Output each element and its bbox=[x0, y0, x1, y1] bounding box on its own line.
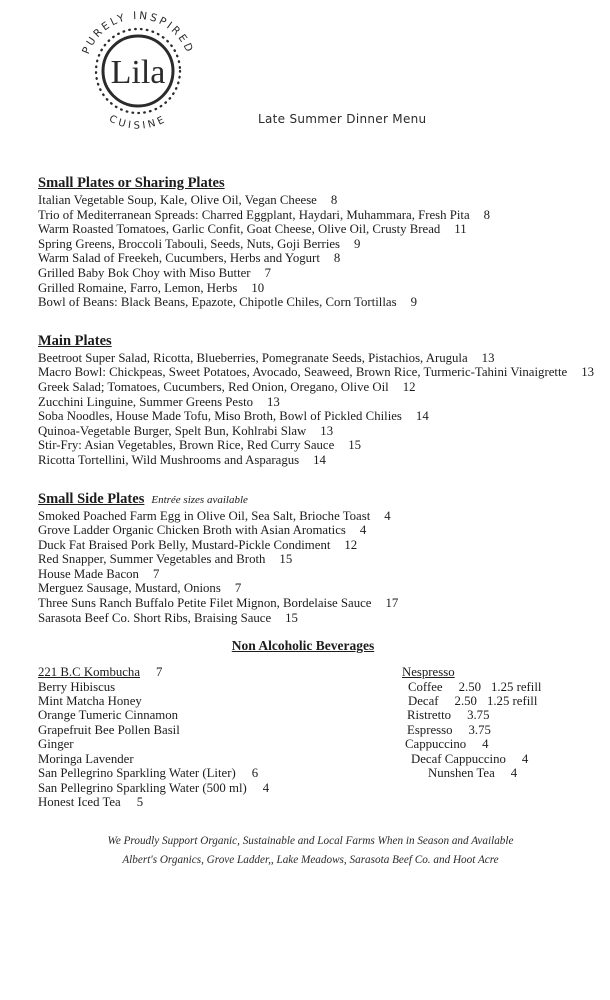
menu-item bbox=[38, 266, 610, 281]
menu-item bbox=[38, 611, 610, 626]
beverage-item bbox=[402, 737, 541, 751]
item-note: 1.25 refill bbox=[491, 679, 542, 694]
section-items-small-plates bbox=[38, 193, 610, 310]
section-items-small-side-plates bbox=[38, 509, 610, 626]
item-price: 4 bbox=[262, 780, 270, 795]
item-text: Quinoa-Vegetable Burger, Spelt Bun, Kohlrabi Slaw bbox=[38, 423, 307, 438]
beverages-right-column bbox=[402, 665, 541, 780]
beverage-item bbox=[402, 680, 541, 694]
item-text: Spring Greens, Broccoli Tabouli, Seeds, Nuts, Goji Berries bbox=[38, 236, 341, 251]
item-price: 8 bbox=[333, 251, 341, 266]
item-price: 10 bbox=[251, 280, 265, 295]
item-text: Duck Fat Braised Pork Belly, Mustard-Pickle Condiment bbox=[38, 537, 331, 552]
item-price: 14 bbox=[313, 452, 326, 467]
item-price: 15 bbox=[285, 610, 298, 625]
item-price: 14 bbox=[415, 409, 429, 424]
kombucha-title: 221 B.C Kombucha bbox=[38, 665, 141, 680]
beverage-item bbox=[402, 694, 541, 708]
item-text: Bowl of Beans: Black Beans, Epazote, Chipotle Chiles, Corn Tortillas bbox=[38, 295, 397, 310]
menu-item bbox=[38, 552, 610, 567]
item-note: 1.25 refill bbox=[486, 694, 538, 709]
menu-item bbox=[38, 409, 610, 424]
menu-item bbox=[38, 395, 610, 410]
menu-footer bbox=[38, 832, 583, 870]
menu-item bbox=[38, 567, 610, 582]
menu-item bbox=[38, 509, 610, 524]
kombucha-flavor: Orange Tumeric Cinnamon bbox=[38, 708, 179, 723]
item-price: 13 bbox=[481, 350, 495, 365]
page-title: Late Summer Dinner Menu bbox=[258, 112, 427, 126]
item-text: Ricotta Tortellini, Wild Mushrooms and Asparagus bbox=[38, 452, 300, 467]
item-text: Stir-Fry: Asian Vegetables, Brown Rice, Red Curry Sauce bbox=[38, 438, 335, 453]
menu-item bbox=[38, 581, 610, 596]
item-text: Warm Salad of Freekeh, Cucumbers, Herbs and Yogurt bbox=[38, 251, 320, 266]
kombucha-flavor: Moringa Lavender bbox=[38, 751, 134, 766]
item-price: 13 bbox=[581, 365, 594, 380]
item-price: 6 bbox=[251, 766, 259, 781]
menu-item bbox=[38, 438, 610, 453]
item-price: 13 bbox=[320, 423, 334, 438]
item-text: Grilled Romaine, Farro, Lemon, Herbs bbox=[38, 280, 238, 295]
kombucha-flavor: Berry Hibiscus bbox=[38, 679, 116, 694]
item-text: Decaf Cappuccino bbox=[411, 751, 506, 766]
item-text: Honest Iced Tea bbox=[38, 794, 121, 809]
beverage-item bbox=[402, 766, 541, 780]
beverages-left-column bbox=[38, 665, 368, 809]
kombucha-flavor: Ginger bbox=[38, 737, 74, 752]
logo-arc-bottom-text: CUISINE bbox=[107, 113, 169, 132]
menu-item bbox=[38, 596, 610, 611]
menu-item bbox=[38, 538, 610, 553]
item-text: San Pellegrino Sparkling Water (Liter) bbox=[38, 766, 236, 781]
item-text: Red Snapper, Summer Vegetables and Broth bbox=[38, 552, 266, 567]
menu-item bbox=[38, 237, 610, 252]
item-price: 9 bbox=[354, 236, 361, 251]
item-price: 4 bbox=[521, 751, 529, 766]
footer-line-1: We Proudly Support Organic, Sustainable and Local Farms When in Season and Available bbox=[107, 835, 514, 848]
logo-wordmark: Lila bbox=[110, 54, 166, 91]
logo-arc-top-text: PURELY INSPIRED bbox=[80, 9, 196, 56]
item-text: Grove Ladder Organic Chicken Broth with Asian Aromatics bbox=[38, 523, 346, 538]
beverages-heading: Non Alcoholic Beverages bbox=[231, 638, 375, 654]
item-text: Coffee bbox=[408, 679, 443, 694]
item-text: House Made Bacon bbox=[38, 566, 139, 581]
menu-item bbox=[38, 222, 610, 237]
menu-item bbox=[38, 193, 610, 208]
section-heading-small-side-plates bbox=[38, 490, 610, 508]
section-title: Main Plates bbox=[38, 332, 112, 349]
beverage-item bbox=[38, 766, 368, 780]
item-price: 5 bbox=[136, 794, 144, 809]
item-text: Cappuccino bbox=[405, 737, 467, 752]
item-text: Warm Roasted Tomatoes, Garlic Confit, Goat Cheese, Olive Oil, Crusty Bread bbox=[38, 222, 441, 237]
beverage-item bbox=[38, 795, 368, 809]
lila-logo bbox=[58, 6, 218, 140]
item-price: 7 bbox=[234, 581, 242, 596]
item-price: 4 bbox=[384, 508, 391, 523]
menu-item bbox=[38, 351, 610, 366]
menu-item bbox=[38, 523, 610, 538]
kombucha-price: 7 bbox=[156, 665, 163, 680]
menu-header bbox=[0, 0, 610, 140]
item-text: Smoked Poached Farm Egg in Olive Oil, Sea Salt, Brioche Toast bbox=[38, 508, 371, 523]
section-title: Small Plates or Sharing Plates bbox=[38, 175, 225, 191]
menu-item bbox=[38, 251, 610, 266]
item-price: 3.75 bbox=[467, 708, 490, 723]
menu-item bbox=[38, 208, 610, 223]
item-text: Decaf bbox=[408, 694, 439, 709]
item-price: 12 bbox=[402, 379, 416, 394]
item-text: Sarasota Beef Co. Short Ribs, Braising Sauce bbox=[38, 610, 272, 625]
beverage-item bbox=[38, 781, 368, 795]
beverage-item bbox=[402, 723, 541, 737]
item-price: 2.50 bbox=[454, 694, 477, 709]
item-price: 7 bbox=[152, 566, 160, 581]
item-text: San Pellegrino Sparkling Water (500 ml) bbox=[38, 780, 247, 795]
kombucha-flavor: Grapefruit Bee Pollen Basil bbox=[38, 722, 180, 737]
item-text: Zucchini Linguine, Summer Greens Pesto bbox=[38, 394, 254, 409]
item-price: 12 bbox=[344, 537, 358, 552]
item-price: 17 bbox=[385, 596, 399, 611]
menu-content bbox=[0, 174, 610, 870]
item-price: 11 bbox=[454, 222, 467, 237]
menu-item bbox=[38, 281, 610, 296]
item-price: 9 bbox=[410, 295, 417, 310]
item-price: 15 bbox=[279, 552, 293, 567]
kombucha-heading bbox=[38, 665, 368, 679]
item-price: 13 bbox=[267, 394, 280, 409]
beverages-columns bbox=[38, 665, 610, 815]
section-title: Small Side Plates bbox=[38, 490, 145, 507]
item-text: Greek Salad; Tomatoes, Cucumbers, Red Onion, Oregano, Olive Oil bbox=[38, 379, 389, 394]
section-heading-small-plates bbox=[38, 174, 610, 192]
beverage-item bbox=[402, 752, 541, 766]
item-text: Soba Noodles, House Made Tofu, Miso Broth, Bowl of Pickled Chilies bbox=[38, 409, 402, 424]
section-heading-main-plates bbox=[38, 332, 610, 350]
item-text: Trio of Mediterranean Spreads: Charred Eggplant, Haydari, Muhammara, Fresh Pita bbox=[38, 207, 470, 222]
section-note: Entrée sizes available bbox=[151, 493, 248, 506]
section-items-main-plates bbox=[38, 351, 610, 468]
item-price: 4 bbox=[359, 523, 367, 538]
item-text: Ristretto bbox=[407, 708, 452, 723]
item-price: 15 bbox=[348, 438, 362, 453]
item-text: Three Suns Ranch Buffalo Petite Filet Mignon, Bordelaise Sauce bbox=[38, 596, 372, 611]
item-text: Espresso bbox=[407, 722, 453, 737]
item-price: 2.50 bbox=[458, 679, 481, 694]
item-text: Italian Vegetable Soup, Kale, Olive Oil, Vegan Cheese bbox=[38, 193, 317, 207]
kombucha-flavor: Mint Matcha Honey bbox=[38, 694, 142, 709]
item-text: Grilled Baby Bok Choy with Miso Butter bbox=[38, 265, 251, 280]
beverage-item bbox=[402, 708, 541, 722]
item-price: 4 bbox=[510, 766, 518, 781]
item-price: 8 bbox=[330, 193, 338, 207]
item-price: 7 bbox=[264, 265, 271, 280]
nespresso-heading: Nespresso bbox=[402, 665, 455, 680]
menu-item bbox=[38, 380, 610, 395]
menu-item bbox=[38, 424, 610, 439]
item-text: Merguez Sausage, Mustard, Onions bbox=[38, 581, 221, 596]
menu-item bbox=[38, 453, 610, 468]
item-price: 3.75 bbox=[468, 722, 491, 737]
item-price: 4 bbox=[482, 737, 489, 752]
menu-item bbox=[38, 295, 610, 310]
footer-line-2: Albert's Organics, Grove Ladder,, Lake Meadows, Sarasota Beef Co. and Hoot Acre bbox=[122, 854, 499, 867]
item-text: Macro Bowl: Chickpeas, Sweet Potatoes, Avocado, Seaweed, Brown Rice, Turmeric-Tahini Vinaigrette bbox=[38, 365, 568, 380]
menu-item bbox=[38, 365, 610, 380]
item-text: Nunshen Tea bbox=[428, 766, 495, 781]
item-price: 8 bbox=[483, 207, 491, 222]
item-text: Beetroot Super Salad, Ricotta, Blueberries, Pomegranate Seeds, Pistachios, Arugula bbox=[38, 350, 468, 365]
